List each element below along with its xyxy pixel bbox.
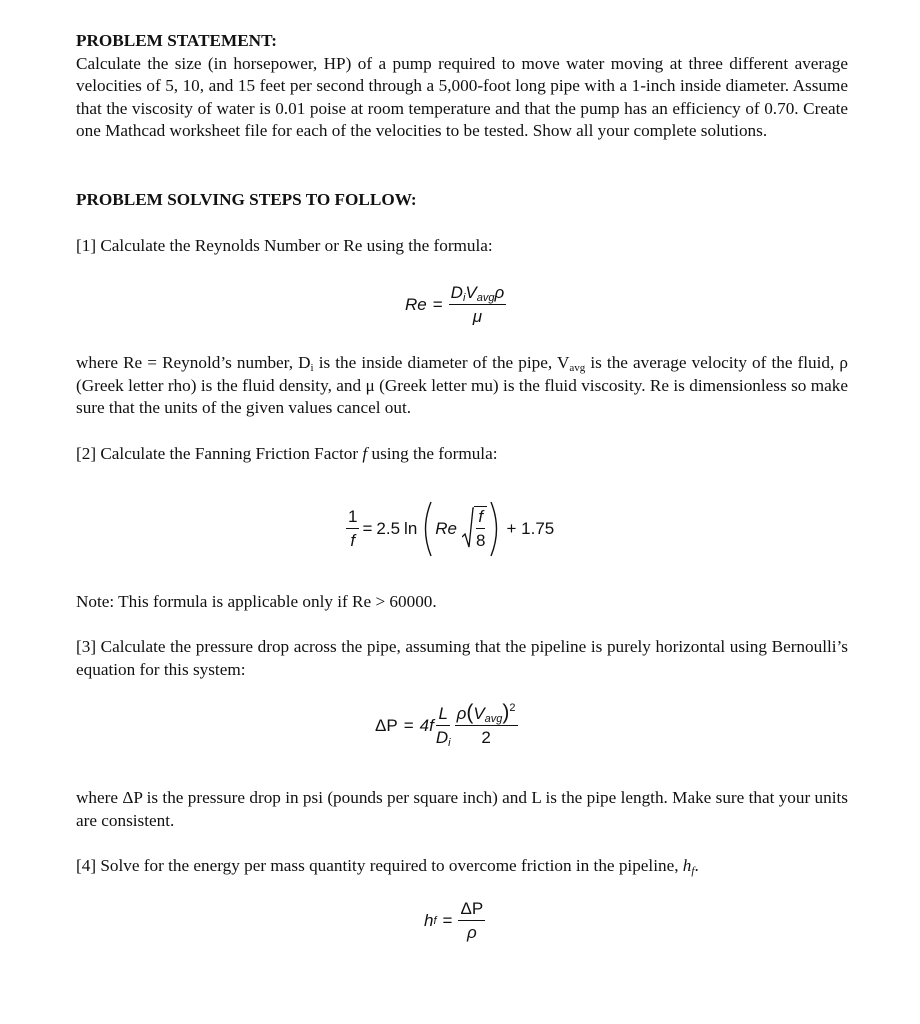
right-paren-icon (488, 500, 503, 558)
step2-intro-post: using the formula: (367, 444, 498, 463)
where-part3: is the average velocity of the fluid, ρ (Greek letter rho) is the fluid density, and μ (Greek letter mu) is the fluid viscosity. Re is dimensionless so make sure that the units of the given values cancel out. (76, 353, 848, 417)
step2-intro-pre: [2] Calculate the Fanning Friction Factor (76, 444, 363, 463)
re-d-sub: i (462, 292, 466, 304)
step4-intro-h-sub: f (691, 865, 695, 877)
hf-fraction (458, 899, 485, 943)
step3-intro: [3] Calculate the pressure drop across the pipe, assuming that the pipeline is purely horizontal using Bernoulli’s equation for this system: (76, 637, 848, 679)
fanning-one: 1 (346, 507, 359, 529)
dp-lhs: ΔP (375, 715, 398, 735)
sqrt-fraction (474, 506, 487, 551)
re-d: D (450, 283, 463, 302)
hf-equation: h f = $\frac{\Delta P}{\rho}$ (424, 899, 484, 942)
sqrt-term (462, 507, 487, 551)
dp-v: V (473, 704, 485, 723)
sqrt-f: f (476, 507, 485, 529)
problem-statement-heading: PROBLEM STATEMENT: (76, 31, 278, 50)
dp-l: L (436, 704, 449, 726)
hf-h: h (424, 911, 434, 930)
re-equals: = (432, 295, 443, 314)
sqrt-eight: 8 (476, 530, 486, 550)
re-mu: μ (472, 307, 483, 326)
dp-d-sub: i (448, 736, 451, 749)
dp-equals: = (403, 715, 414, 735)
pressure-drop-equation (375, 703, 518, 748)
step4-intro (76, 855, 848, 878)
fanning-re: Re (435, 519, 458, 538)
fanning-f: f (350, 531, 356, 550)
re-v-sub: avg (476, 292, 495, 304)
step4-intro-h: h (682, 856, 692, 875)
step3-where: where ΔP is the pressure drop in psi (pounds per square inch) and L is the pipe length. Make sure that your units are consistent. (76, 788, 848, 830)
dp-pow: 2 (509, 702, 516, 714)
re-v: V (465, 283, 477, 302)
dp-v-sub: avg (484, 713, 503, 725)
step1-intro: [1] Calculate the Reynolds Number or Re using the formula: (76, 236, 493, 255)
step4-intro-pre: [4] Solve for the energy per mass quantity required to overcome friction in the pipeline, (76, 856, 683, 875)
fanning-coef: 2.5 (376, 519, 401, 538)
left-paren-icon (419, 500, 434, 558)
fanning-equals: = (362, 519, 373, 538)
step2-note: Note: This formula is applicable only if Re > 60000. (76, 592, 437, 611)
dp-rho-v-fraction: $\frac{\rho(V_{avg})^2}{2}$ (456, 701, 516, 747)
dp-coef: 4f (419, 715, 434, 735)
re-rho: ρ (494, 283, 505, 302)
hf-num: ΔP (458, 899, 485, 921)
fanning-plus: + 1.75 (506, 519, 555, 538)
problem-statement (76, 30, 848, 143)
step1-where (76, 352, 848, 420)
where-part2: is the inside diameter of the pipe, V (313, 353, 570, 372)
dp-d: D (435, 727, 449, 747)
step2-intro (76, 443, 848, 466)
where-v-sub: avg (569, 362, 586, 374)
where-d-sub: i (310, 362, 314, 374)
step4-intro-post: . (694, 856, 699, 875)
where-part1: where Re = Reynold’s number, D (76, 353, 311, 372)
problem-statement-text: Calculate the size (in horsepower, HP) of a pump required to move water moving at three different average velocities of 5, 10, and 15 feet per second through a 5,000-foot long pipe with a 1-inch inside diameter. Assume that the viscosity of water is 0.01 poise at room temperature and that the pump has an efficiency of 0.70. Create one Mathcad worksheet file for each of the velocities to be tested. Show all your complete solutions. (76, 53, 848, 140)
step2-intro-f: f (362, 444, 368, 463)
hf-den: ρ (466, 923, 477, 942)
fanning-equation (346, 500, 554, 558)
reynolds-equation (405, 283, 506, 327)
dp-rho: ρ (456, 704, 467, 723)
dp-two: 2 (481, 728, 491, 747)
hf-equals: = (442, 911, 453, 930)
sqrt-sign-icon (462, 507, 474, 551)
dp-l-over-d (434, 704, 453, 748)
fanning-lhs-fraction (346, 507, 359, 551)
steps-heading: PROBLEM SOLVING STEPS TO FOLLOW: (76, 190, 417, 209)
re-fraction (449, 283, 507, 327)
fanning-ln: ln (404, 519, 418, 538)
re-lhs: Re (405, 295, 427, 314)
